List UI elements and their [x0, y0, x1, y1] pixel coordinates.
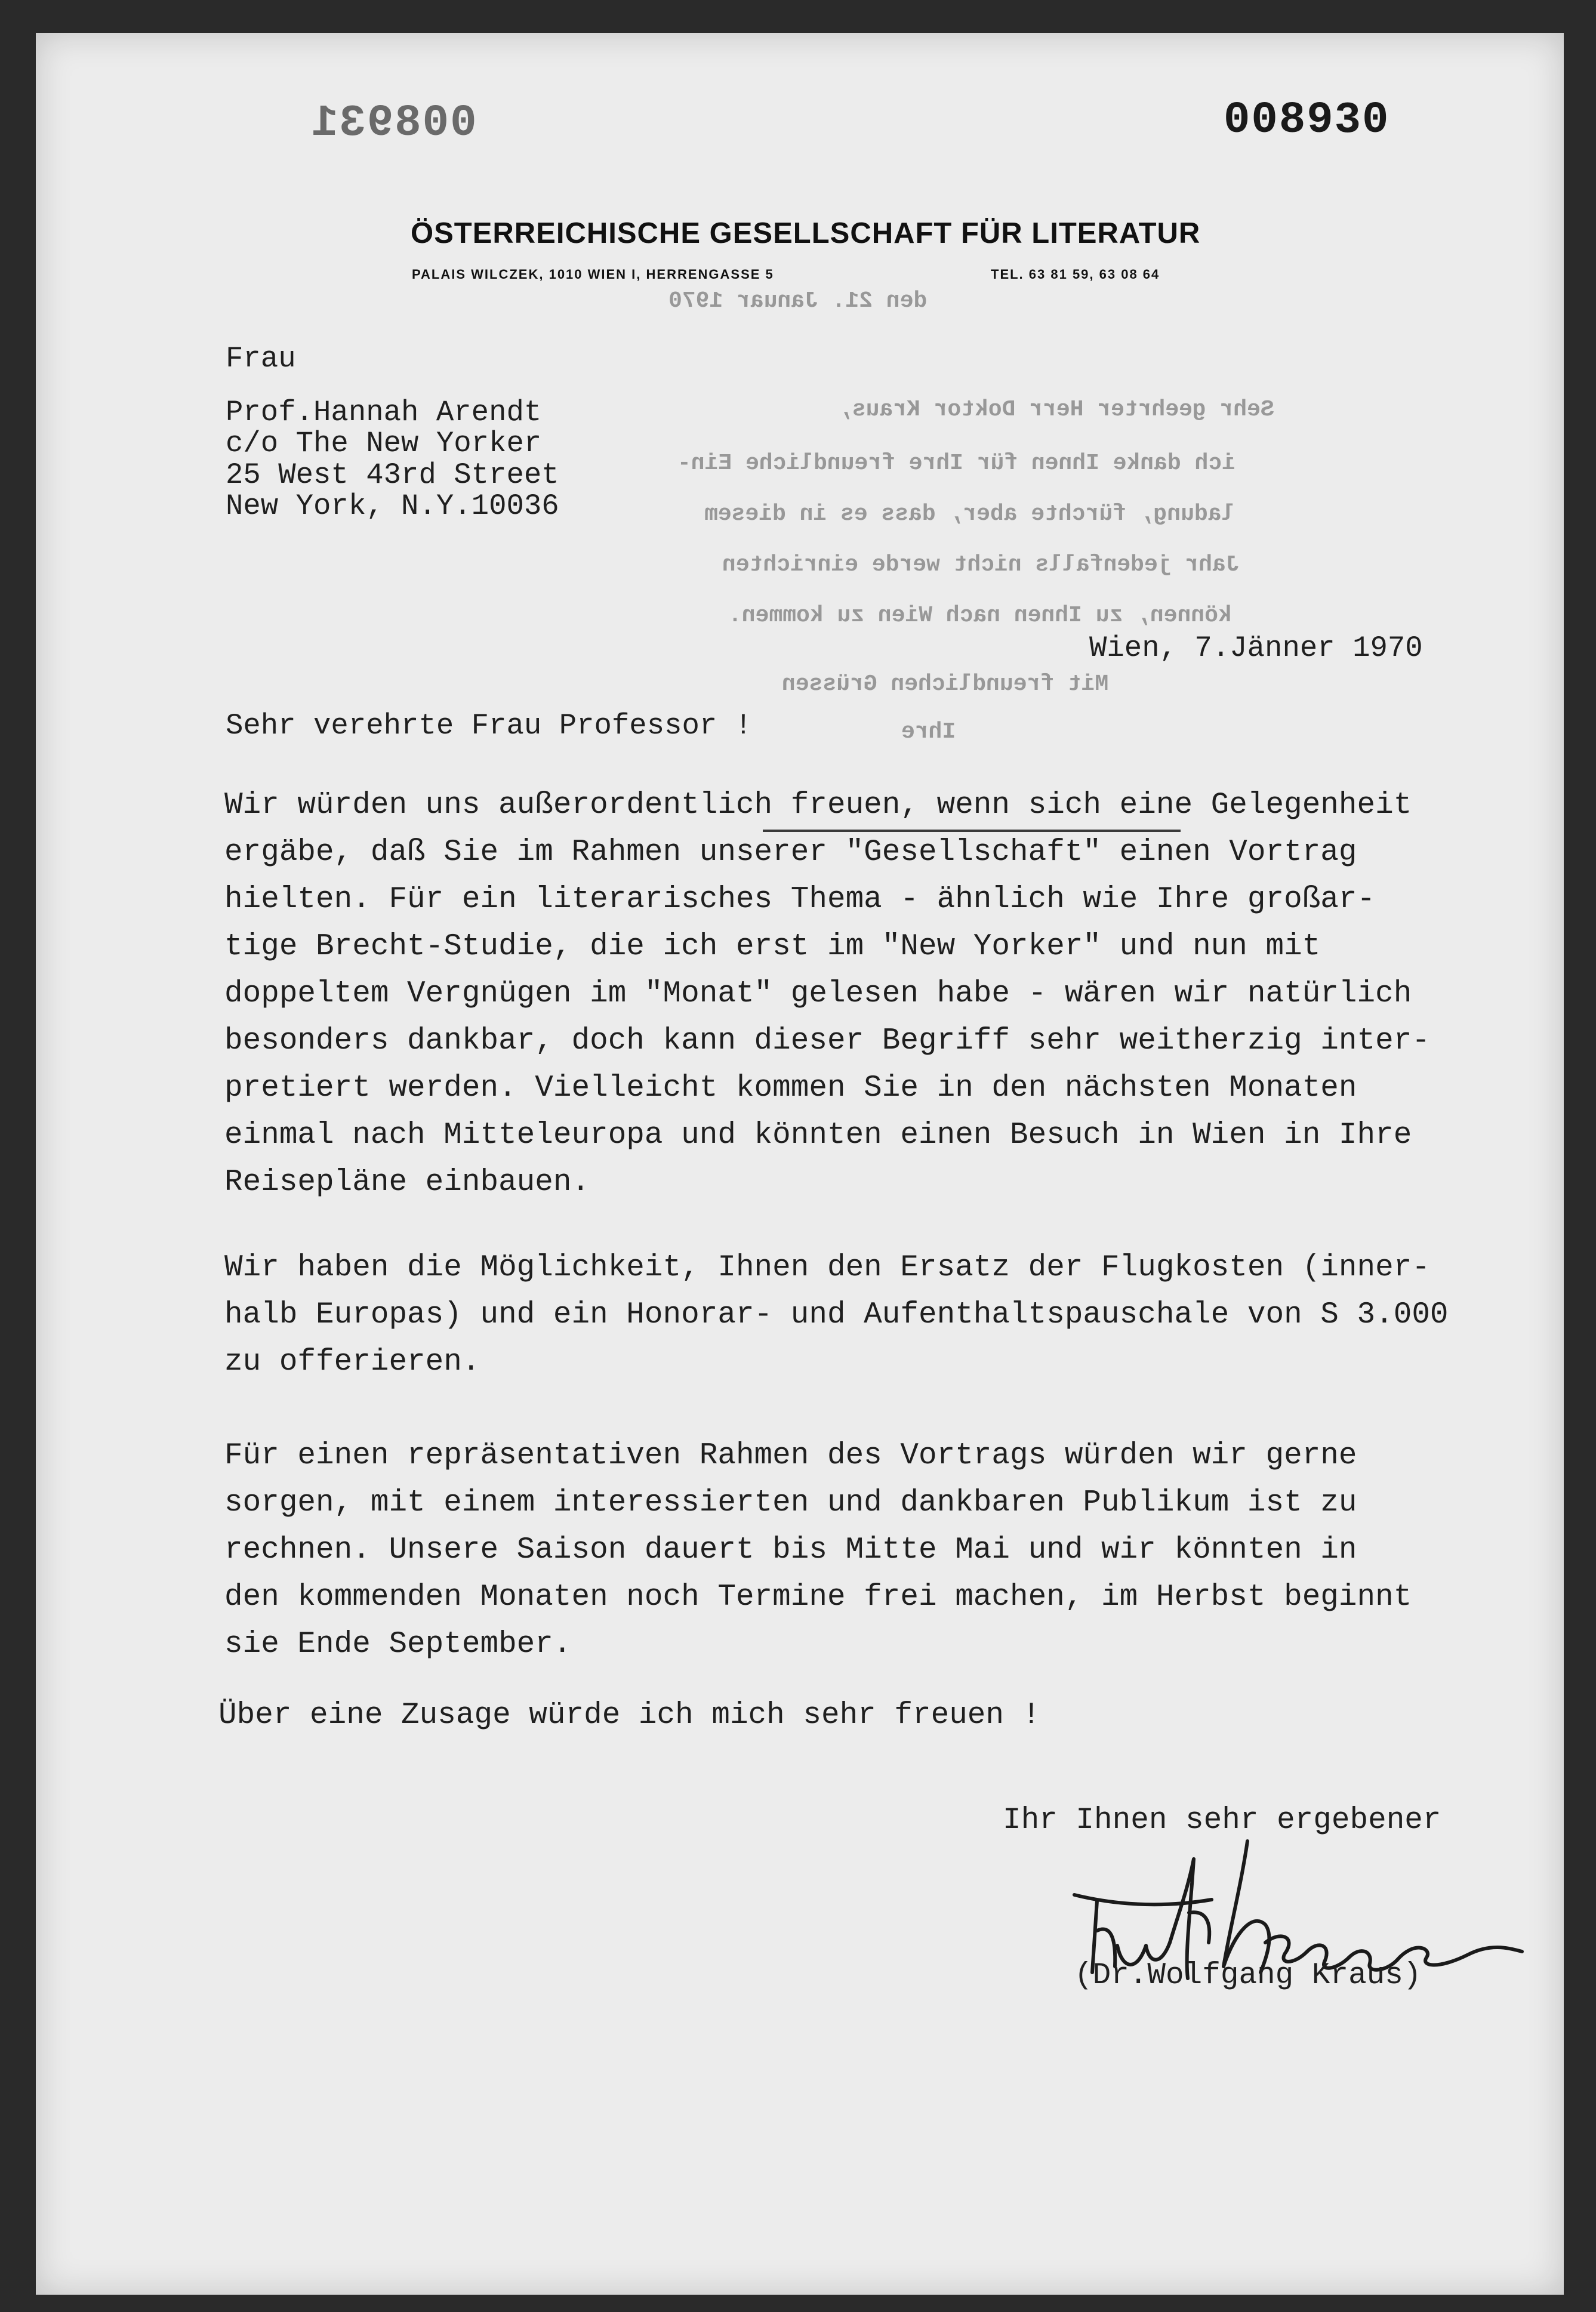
paragraph [224, 782, 1514, 1206]
recipient-line: 25 West 43rd Street [226, 458, 559, 492]
text-line: pretiert werden. Vielleicht kommen Sie in den nächsten Monaten [224, 1071, 1357, 1105]
text-line: doppeltem Vergnügen im "Monat" gelesen habe - wären wir natürlich [224, 977, 1412, 1011]
bleed-through-line: Ihre [901, 719, 956, 745]
bleed-through-line: den 21. Januar 1970 [668, 288, 928, 314]
greeting: Sehr verehrte Frau Professor ! [226, 709, 753, 742]
closing: Ihr Ihnen sehr ergebener [1003, 1804, 1441, 1838]
bleed-through-line: ich danke Ihnen für Ihre freundliche Ein- [677, 451, 1235, 476]
bleed-through-line: ladung, fürchte aber, dass es in diesem [704, 501, 1235, 527]
text-line: rechnen. Unsere Saison dauert bis Mitte Mai und wir könnten in [224, 1533, 1357, 1567]
signatory-name: (Dr.Wolfgang Kraus) [1074, 1959, 1422, 1993]
mirrored-file-number: 008931 [310, 98, 477, 149]
date-line: Wien, 7.Jänner 1970 [1089, 631, 1423, 665]
letterhead-address: PALAIS WILCZEK, 1010 WIEN I, HERRENGASSE 5 [412, 267, 774, 282]
recipient-title: Frau [226, 342, 296, 375]
text-line: Für einen repräsentativen Rahmen des Vortrags würden wir gerne [224, 1439, 1357, 1473]
recipient-line: New York, N.Y.10036 [226, 489, 559, 523]
letterhead-phone: TEL. 63 81 59, 63 08 64 [991, 267, 1160, 282]
recipient-line: c/o The New Yorker [226, 427, 542, 460]
text-line: tige Brecht-Studie, die ich erst im "New Yorker" und nun mit [224, 930, 1321, 964]
text-line: Reisepläne einbauen. [224, 1166, 590, 1200]
bleed-through-line: Jahr jedenfalls nicht werde einrichten [722, 552, 1240, 578]
recipient-line: Prof.Hannah Arendt [226, 396, 542, 429]
text-line: hielten. Für ein literarisches Thema - ähnlich wie Ihre großar- [224, 883, 1376, 917]
bleed-through-line: können, zu Ihnen nach Wien zu kommen. [728, 603, 1232, 628]
text-line: den kommenden Monaten noch Termine frei machen, im Herbst beginnt [224, 1580, 1412, 1614]
text-line: sorgen, mit einem interessierten und dankbaren Publikum ist zu [224, 1486, 1357, 1520]
pencil-underline [763, 830, 1181, 832]
text-line: Über eine Zusage würde ich mich sehr freuen ! [218, 1698, 1041, 1733]
letter-sheet [36, 33, 1564, 2295]
text-line: Wir würden uns außerordentlich freuen, wenn sich eine Gelegenheit [224, 788, 1412, 822]
text-line: besonders dankbar, doch kann dieser Begriff sehr weitherzig inter- [224, 1024, 1430, 1058]
bleed-through-line: Sehr geehrter Herr Doktor Kraus, [839, 397, 1274, 423]
text-line: zu offerieren. [224, 1345, 480, 1379]
file-number: 008930 [1224, 95, 1390, 146]
paragraph [218, 1692, 1508, 1739]
text-line: Wir haben die Möglichkeit, Ihnen den Ersatz der Flugkosten (inner- [224, 1251, 1430, 1285]
text-line: einmal nach Mitteleuropa und könnten einen Besuch in Wien in Ihre [224, 1118, 1412, 1152]
text-line: halb Europas) und ein Honorar- und Aufenthaltspauschale von S 3.000 [224, 1298, 1449, 1332]
text-line: ergäbe, daß Sie im Rahmen unserer "Gesellschaft" einen Vortrag [224, 836, 1357, 870]
paragraph [224, 1432, 1514, 1668]
letterhead-name: ÖSTERREICHISCHE GESELLSCHAFT FÜR LITERATUR [411, 217, 1201, 249]
text-line: sie Ende September. [224, 1627, 572, 1661]
bleed-through-line: Mit freundlichen Grüssen [782, 671, 1109, 697]
paragraph [224, 1244, 1514, 1386]
